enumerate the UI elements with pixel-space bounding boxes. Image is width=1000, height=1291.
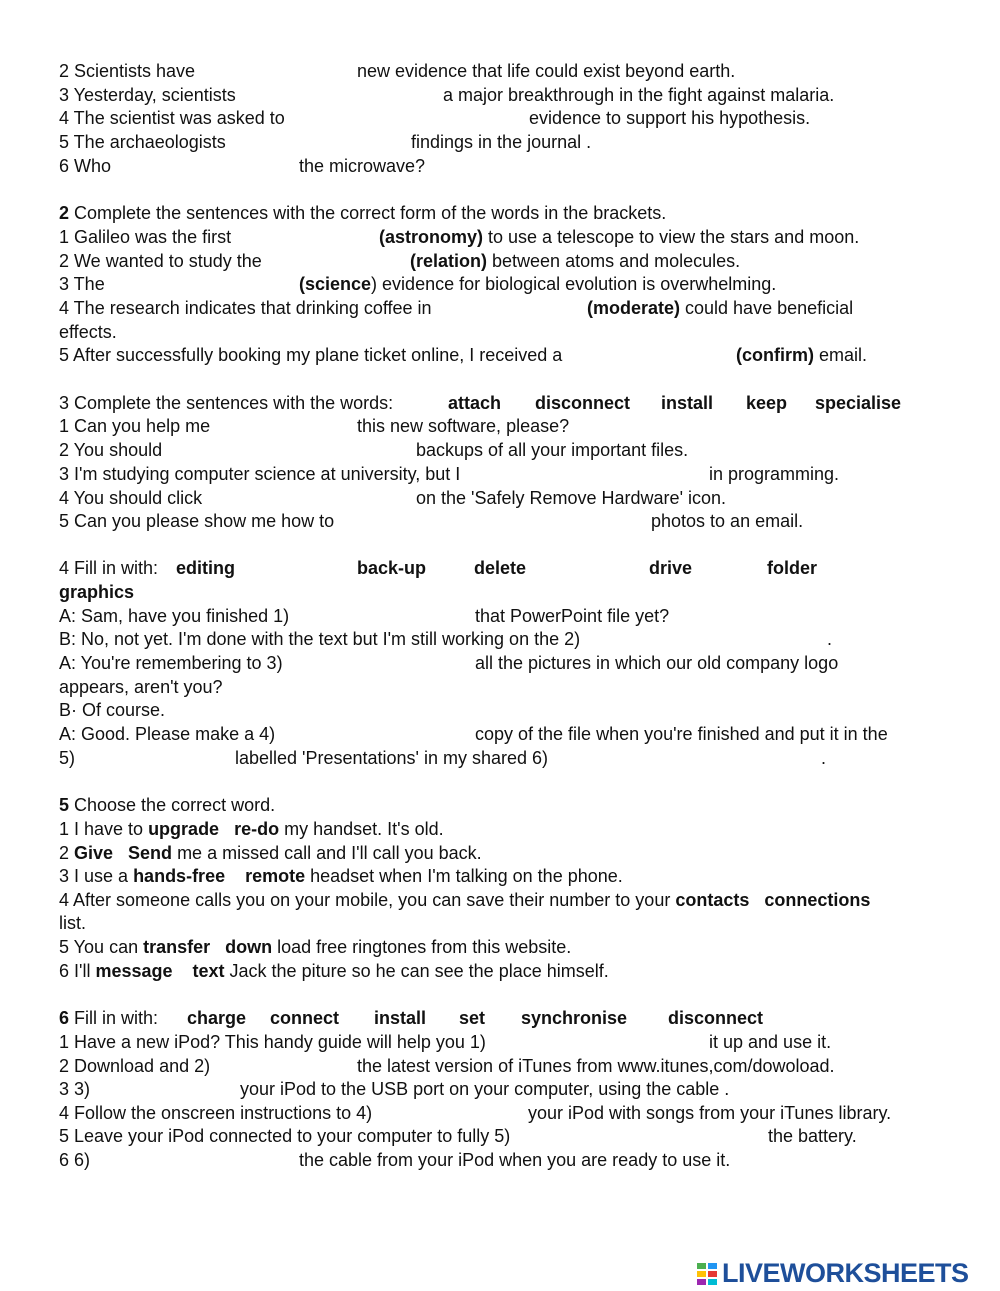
s4-line-1-text-b: that PowerPoint file yet?: [475, 606, 670, 626]
s3-line-4-text-a: 4 You should click: [59, 488, 203, 508]
answer-gap[interactable]: [114, 273, 294, 295]
s6-line-5-text-a: 5 Leave your iPod connected to your computer to fully 5): [59, 1126, 511, 1146]
s6-line-3-text-a: 3 3): [59, 1079, 91, 1099]
answer-gap[interactable]: [471, 297, 581, 319]
s6-line-3-text-b: your iPod to the USB port on your computer, using the cable .: [240, 1079, 730, 1099]
s2-line-1-text-c: to use a telescope to view the stars and moon.: [483, 227, 860, 247]
s5-line-4-pre: 4 After someone calls you on your mobile, you can save their number to your: [59, 890, 676, 910]
s1-line-4-text-b: evidence to support his hypothesis.: [529, 108, 811, 128]
answer-gap[interactable]: [309, 107, 524, 129]
s5-line-1: [59, 818, 444, 840]
s2-line-2-text-a: 2 We wanted to study the: [59, 251, 262, 271]
s6-line-6-text-b: the cable from your iPod when you are ready to use it.: [299, 1150, 731, 1170]
s6-line-1-text-a: 1 Have a new iPod? This handy guide will help you 1): [59, 1032, 486, 1052]
s5-line-5: [59, 936, 571, 958]
s5-number: 5: [59, 795, 70, 815]
s1-line-6-text-b: the microwave?: [299, 156, 426, 176]
s5-line-6-pre: 6 I'll: [59, 961, 96, 981]
s2-line-5-text-c: email.: [814, 345, 868, 365]
s3-word-specialise: specialise: [815, 393, 902, 413]
s4-word-folder: folder: [767, 558, 818, 578]
s6-line-2-text-b: the latest version of iTunes from www.itunes,com/dowoload.: [357, 1056, 835, 1076]
s5-line-5-post: load free ringtones from this website.: [272, 937, 572, 957]
liveworksheets-logo-icon: [697, 1261, 719, 1285]
answer-gap[interactable]: [284, 250, 404, 272]
s2-line-1-word: (astronomy): [379, 227, 484, 247]
s4-word-drive: drive: [649, 558, 693, 578]
s4-line-3-text-a: A: You're remembering to 3): [59, 653, 283, 673]
s3-word-attach: attach: [448, 393, 502, 413]
s2-line-2-text-c: between atoms and molecules.: [487, 251, 741, 271]
s6-word-install: install: [374, 1008, 427, 1028]
s4-word-delete: delete: [474, 558, 527, 578]
answer-gap[interactable]: [121, 155, 291, 177]
s4-line-5-text-a: A: Good. Please make a 4): [59, 724, 276, 744]
s2-line-1-text-a: 1 Galileo was the first: [59, 227, 232, 247]
answer-gap[interactable]: [364, 510, 644, 532]
s1-line-5-text-b: findings in the journal .: [411, 132, 592, 152]
answer-gap[interactable]: [294, 723, 469, 745]
s5-line-4: [59, 889, 870, 911]
s4-line-3-cont: appears, aren't you?: [59, 677, 223, 697]
s2-line-3-word: (science: [299, 274, 372, 294]
s5-line-2: [59, 842, 482, 864]
s2-line-3-text-a: 3 The: [59, 274, 105, 294]
s2-line-4-text-a: 4 The research indicates that drinking coffee in: [59, 298, 432, 318]
s4-word-back-up: back-up: [357, 558, 427, 578]
s3-line-2-text-b: backups of all your important files.: [416, 440, 689, 460]
s4-word-graphics: graphics: [59, 582, 135, 602]
s5-line-4-options[interactable]: contacts connections: [675, 890, 871, 910]
s2-instruction-text: Complete the sentences with the correct form of the words in the brackets.: [69, 203, 667, 223]
answer-gap[interactable]: [245, 131, 405, 153]
answer-gap[interactable]: [629, 628, 824, 650]
s6-word-connect: connect: [270, 1008, 340, 1028]
s4-line-3-text-b: all the pictures in which our old company logo: [475, 653, 839, 673]
answer-gap[interactable]: [614, 344, 729, 366]
s6-word-synchronise: synchronise: [521, 1008, 628, 1028]
s5-line-6: [59, 960, 609, 982]
s2-line-5-text-a: 5 After successfully booking my plane ticket online, I received a: [59, 345, 563, 365]
answer-gap[interactable]: [579, 747, 814, 769]
s5-line-4-cont: list.: [59, 913, 86, 933]
s3-word-install: install: [661, 393, 714, 413]
s3-line-1-text-a: 1 Can you help me: [59, 416, 211, 436]
s5-line-1-options[interactable]: upgrade re-do: [148, 819, 280, 839]
s4-line-1-text-a: A: Sam, have you finished 1): [59, 606, 290, 626]
s6-word-charge: charge: [187, 1008, 247, 1028]
s5-line-5-options[interactable]: transfer down: [143, 937, 273, 957]
s5-line-3-post: headset when I'm talking on the phone.: [305, 866, 623, 886]
answer-gap[interactable]: [259, 84, 434, 106]
s5-line-2-post: me a missed call and I'll call you back.: [172, 843, 482, 863]
answer-gap[interactable]: [84, 747, 229, 769]
s2-line-5-word: (confirm): [736, 345, 814, 365]
s6-word-disconnect: disconnect: [668, 1008, 764, 1028]
answer-gap[interactable]: [104, 1078, 234, 1100]
s5-line-6-post: Jack the piture so he can see the place himself.: [224, 961, 609, 981]
s6-line-6-text-a: 6 6): [59, 1150, 91, 1170]
answer-gap[interactable]: [229, 415, 349, 437]
s3-line-2-text-a: 2 You should: [59, 440, 163, 460]
s3-line-3-text-b: in programming.: [709, 464, 840, 484]
s5-line-2-options[interactable]: Give Send: [74, 843, 173, 863]
s1-line-5-text-a: 5 The archaeologists: [59, 132, 226, 152]
s6-line-4-text-b: your iPod with songs from your iTunes library.: [528, 1103, 892, 1123]
s4-line-2-text-a: B: No, not yet. I'm done with the text but I'm still working on the 2): [59, 629, 581, 649]
s3-line-5-text-b: photos to an email.: [651, 511, 804, 531]
s1-line-2-text-a: 2 Scientists have: [59, 61, 196, 81]
s1-line-6-text-a: 6 Who: [59, 156, 112, 176]
s4-line-2-text-b: .: [827, 629, 833, 649]
s1-line-3-text-a: 3 Yesterday, scientists: [59, 85, 236, 105]
s4-instruction-text: 4 Fill in with:: [59, 558, 159, 578]
s6-line-5-text-b: the battery.: [768, 1126, 857, 1146]
s5-line-6-options[interactable]: message text: [95, 961, 225, 981]
s3-line-5-text-a: 5 Can you please show me how to: [59, 511, 335, 531]
s2-line-3-text-c: ) evidence for biological evolution is overwhelming.: [371, 274, 777, 294]
s1-line-2-text-b: new evidence that life could exist beyond earth.: [357, 61, 736, 81]
liveworksheets-logo: [697, 1258, 969, 1288]
answer-gap[interactable]: [107, 1149, 292, 1171]
answer-gap[interactable]: [311, 605, 466, 627]
s5-line-3: [59, 865, 623, 887]
s5-instruction-text: Choose the correct word.: [69, 795, 276, 815]
answer-gap[interactable]: [411, 1102, 521, 1124]
answer-gap[interactable]: [224, 487, 409, 509]
s3-word-disconnect: disconnect: [535, 393, 631, 413]
s5-line-1-pre: 1 I have to: [59, 819, 149, 839]
s4-line-5-text-b: copy of the file when you're finished and put it in the: [475, 724, 888, 744]
s6-instruction-text: Fill in with:: [69, 1008, 159, 1028]
s5-instruction: [59, 794, 275, 816]
answer-gap[interactable]: [249, 226, 374, 248]
s4-word-editing: editing: [176, 558, 235, 578]
s4-line-4: B· Of course.: [59, 700, 166, 720]
s3-instruction-text: 3 Complete the sentences with the words:: [59, 393, 394, 413]
s6-line-1-text-b: it up and use it.: [709, 1032, 832, 1052]
answer-gap[interactable]: [564, 1125, 764, 1147]
s2-line-4-cont-text: effects.: [59, 322, 117, 342]
answer-gap[interactable]: [504, 463, 704, 485]
s3-line-4-text-b: on the 'Safely Remove Hardware' icon.: [416, 488, 727, 508]
s4-line-6-text-c: .: [821, 748, 827, 768]
answer-gap[interactable]: [227, 1055, 352, 1077]
s2-line-4-text-c: could have beneficial: [680, 298, 854, 318]
s3-word-keep: keep: [746, 393, 788, 413]
answer-gap[interactable]: [311, 652, 466, 674]
answer-gap[interactable]: [524, 1031, 704, 1053]
liveworksheets-logo-text: LIVEWORKSHEETS: [722, 1258, 969, 1288]
s2-instruction: [59, 202, 666, 224]
s2-line-4-word: (moderate): [587, 298, 681, 318]
s5-line-3-pre: 3 I use a: [59, 866, 134, 886]
s5-line-3-options[interactable]: hands-free remote: [133, 866, 306, 886]
s3-line-1-text-b: this new software, please?: [357, 416, 570, 436]
answer-gap[interactable]: [209, 60, 349, 82]
s4-line-6-text-a: 5): [59, 748, 76, 768]
s1-line-3-text-b: a major breakthrough in the fight against malaria.: [443, 85, 835, 105]
s6-number: 6: [59, 1008, 70, 1028]
s4-line-6-text-b: labelled 'Presentations' in my shared 6): [235, 748, 549, 768]
s5-line-2-pre: 2: [59, 843, 75, 863]
s6-line-4-text-a: 4 Follow the onscreen instructions to 4): [59, 1103, 373, 1123]
s3-line-3-text-a: 3 I'm studying computer science at university, but I: [59, 464, 461, 484]
s2-line-2-word: (relation): [410, 251, 488, 271]
s2-number: 2: [59, 203, 70, 223]
answer-gap[interactable]: [179, 439, 409, 461]
s5-line-1-post: my handset. It's old.: [279, 819, 444, 839]
s2-line-4-cont: [59, 321, 117, 343]
s6-line-2-text-a: 2 Download and 2): [59, 1056, 211, 1076]
s6-word-set: set: [459, 1008, 486, 1028]
s1-line-4-text-a: 4 The scientist was asked to: [59, 108, 285, 128]
s5-line-5-pre: 5 You can: [59, 937, 144, 957]
